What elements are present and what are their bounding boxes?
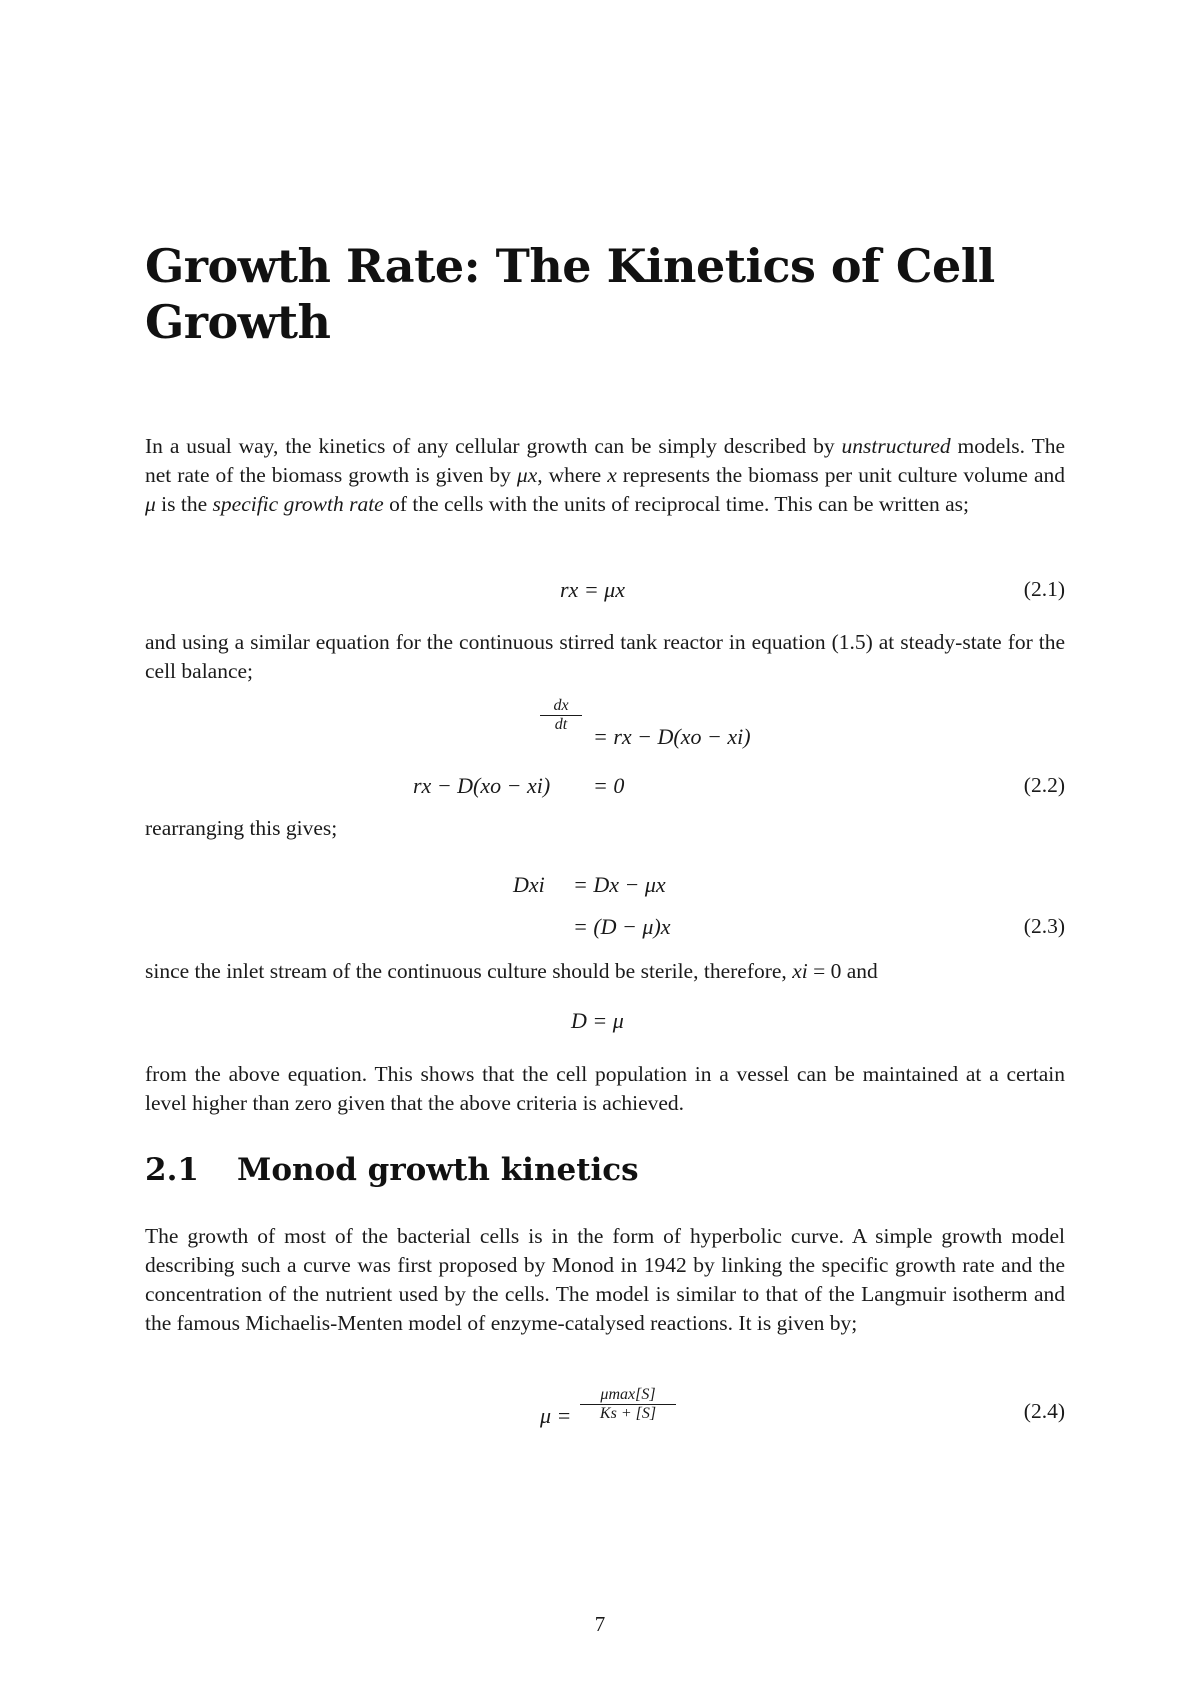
- equation-2-4-number: (2.4): [1023, 1399, 1065, 1423]
- paragraph-monod: The growth of most of the bacterial cells is in the form of hyperbolic curve. A simple growth model describing such a curve was first proposed by Monod in 1942 by linking the specific growth rate and the concentration of the nutrient used by the cells. The model is similar to that of the Langmuir isotherm and the famous Michaelis-Menten model of enzyme-catalysed reactions. It is given by;: [145, 1224, 1065, 1335]
- intro-text-3: , where: [537, 463, 608, 487]
- equation-2-3-number: (2.3): [1023, 914, 1065, 938]
- term-specific-growth-rate: specific growth rate: [212, 492, 384, 516]
- symbol-x: x: [607, 463, 617, 487]
- section-number: 2.1: [145, 1152, 199, 1188]
- page-number: 7: [594, 1612, 606, 1636]
- fraction-monod: [580, 1386, 676, 1423]
- equation-2-2-line-1: [145, 724, 1065, 756]
- sterile-text-1: since the inlet stream of the continuous culture should be sterile, therefore,: [145, 959, 793, 983]
- symbol-mu: μ: [145, 492, 156, 516]
- fraction-monod-numerator: μmax[S]: [600, 1386, 656, 1403]
- term-unstructured: unstructured: [841, 434, 951, 458]
- equation-2-2-rhs-2: = 0: [593, 773, 625, 798]
- equation-2-3-rhs-2: = (D − μ)x: [573, 914, 671, 939]
- sterile-text-2: = 0 and: [807, 959, 878, 983]
- section-title: Monod growth kinetics: [237, 1152, 639, 1188]
- paragraph-rearranging: rearranging this gives;: [145, 816, 338, 840]
- equation-d-equals-mu-body: D = μ: [571, 1008, 624, 1033]
- equation-2-1: [145, 577, 1065, 609]
- equation-d-equals-mu: [145, 1008, 1065, 1040]
- intro-text-6: of the cells with the units of reciprocal time. This can be written as;: [383, 492, 970, 516]
- paragraph-sterile: [145, 957, 1065, 986]
- intro-text-2: models. The net rate of the biomass growth is given by: [145, 434, 1065, 487]
- equation-2-2-rhs-1: = rx − D(xo − xi): [593, 724, 751, 749]
- symbol-xi: xi: [792, 959, 808, 983]
- equation-2-3-line-1: [145, 872, 1065, 904]
- fraction-monod-denominator: Ks + [S]: [580, 1404, 676, 1423]
- fraction-dx-dt-numerator: dx: [553, 697, 569, 714]
- equation-2-3: [145, 914, 1065, 946]
- equation-2-2-number: (2.2): [1023, 773, 1065, 797]
- equation-2-3-rhs-1: = Dx − μx: [573, 872, 666, 897]
- intro-text-5: is the: [155, 492, 213, 516]
- fraction-dx-dt-denominator: dt: [540, 715, 582, 734]
- equation-2-4-lhs: μ =: [540, 1403, 572, 1428]
- symbol-mu-x: μx: [516, 463, 538, 487]
- intro-paragraph: [145, 432, 1065, 519]
- paragraph-conclusion: from the above equation. This shows that the cell population in a vessel can be maintained at a certain level higher than zero given that the above criteria is achieved.: [145, 1062, 1065, 1115]
- equation-2-2-lhs-2: rx − D(xo − xi): [413, 773, 551, 798]
- intro-text-4: represents the biomass per unit culture volume and: [616, 463, 1065, 487]
- chapter-title: Growth Rate: The Kinetics of Cell Growth: [145, 239, 995, 349]
- section-heading: [145, 1152, 639, 1188]
- intro-text-1: In a usual way, the kinetics of any cellular growth can be simply described by: [145, 434, 842, 458]
- paragraph-cstr: and using a similar equation for the continuous stirred tank reactor in equation (1.5) at steady-state for the cell balance;: [145, 630, 1065, 683]
- equation-2-2: [145, 773, 1065, 805]
- equation-2-3-lhs: Dxi: [513, 872, 545, 897]
- equation-2-1-body: rx = μx: [560, 577, 625, 602]
- equation-2-1-number: (2.1): [1023, 577, 1065, 601]
